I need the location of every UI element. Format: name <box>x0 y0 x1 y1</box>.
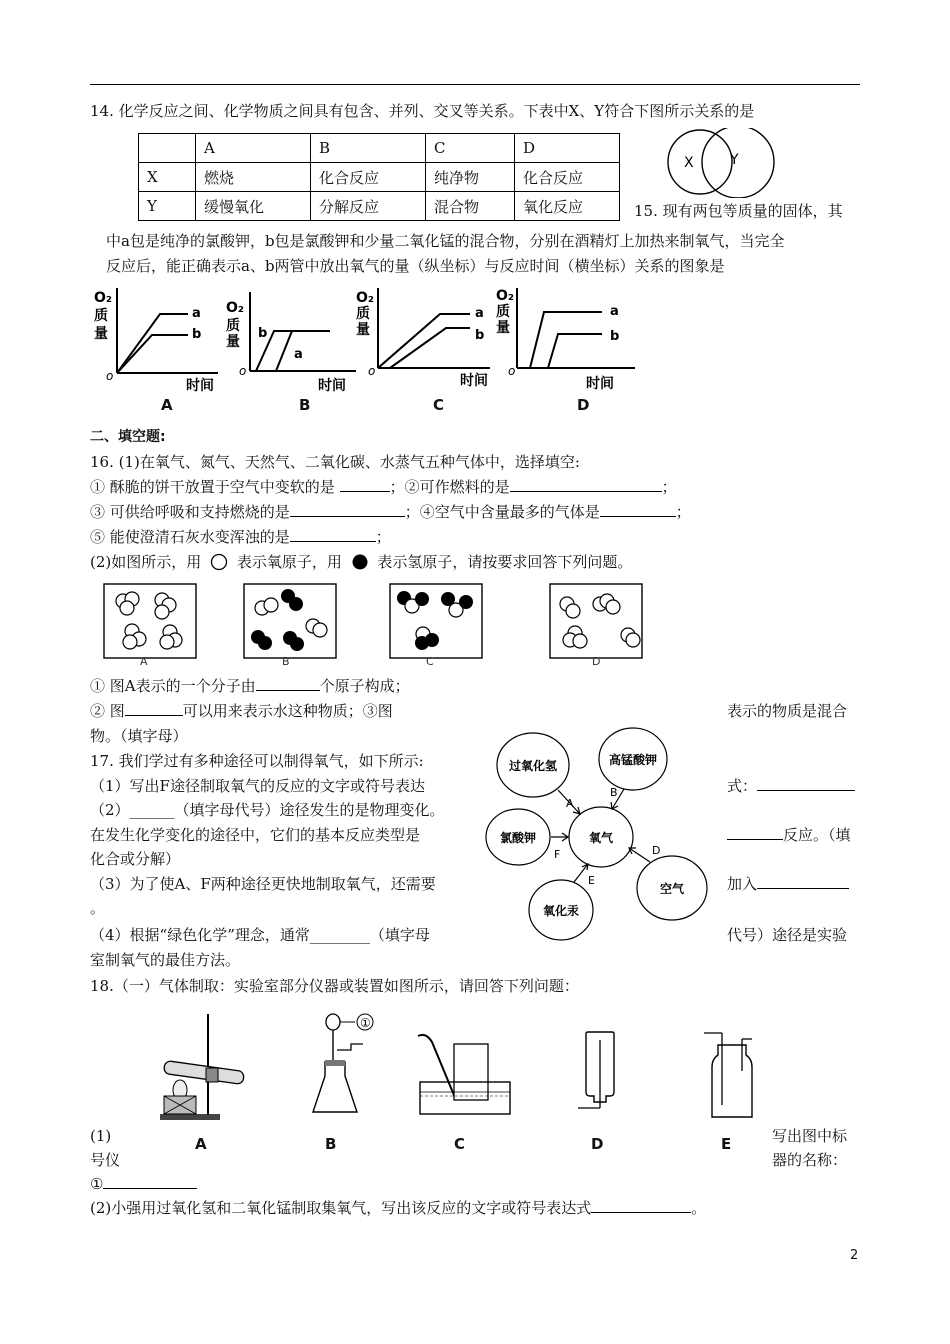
blank-1[interactable] <box>340 477 390 492</box>
table-row: X 燃烧 化合反应 纯净物 化合反应 <box>139 163 620 192</box>
svg-text:过氧化氢: 过氧化氢 <box>508 759 558 773</box>
x-axis-label: 时间 <box>460 373 488 389</box>
curve-b-label: b <box>610 329 620 344</box>
curve-a-label: a <box>610 304 619 319</box>
blank-2[interactable] <box>510 477 662 492</box>
svg-text:O₂: O₂ <box>226 300 245 316</box>
svg-text:质: 质 <box>496 304 510 320</box>
oxygen-atom-icon <box>210 553 228 571</box>
q18-p1c: 写出图中标 <box>772 1127 848 1145</box>
svg-text:o: o <box>508 364 516 378</box>
graph-d <box>490 284 640 396</box>
marker-label: ① <box>360 1016 371 1030</box>
q17-line2: （2）______（填字母代号）途径发生的是物理变化。 <box>90 801 445 819</box>
svg-text:F: F <box>554 848 561 861</box>
q17-line1: （1）写出F途径制取氧气的反应的文字或符号表达 <box>90 777 425 795</box>
q18-p2: (2)小强用过氧化氢和二氧化锰制取集氧气，写出该反应的文字或符号表达式 。 <box>90 1199 707 1217</box>
apparatus-d <box>570 1030 630 1125</box>
q17-line5-right: 加入 <box>727 874 849 894</box>
page-number: 2 <box>850 1248 859 1263</box>
curve-a-label: a <box>192 306 201 321</box>
section-heading: 二、填空题: <box>90 429 166 445</box>
q17-line7: （4）根据“绿色化学”理念，通常________（填字母 <box>90 926 430 944</box>
svg-text:量: 量 <box>226 334 240 350</box>
svg-text:B: B <box>610 786 618 799</box>
svg-text:量: 量 <box>94 326 108 342</box>
svg-text:质: 质 <box>226 318 240 334</box>
curve-b-label: b <box>192 327 202 342</box>
box-b-label: B <box>282 655 290 668</box>
graph-d-caption: D <box>577 396 590 414</box>
q18-p1a: (1) <box>90 1127 112 1145</box>
svg-text:空气: 空气 <box>659 882 685 896</box>
molecule-box-b <box>240 582 340 660</box>
svg-text:质: 质 <box>94 308 108 324</box>
q17-line4: 化合或分解） <box>90 850 181 868</box>
blank-6[interactable] <box>256 676 320 691</box>
svg-text:质: 质 <box>356 306 370 322</box>
venn-diagram <box>658 128 783 198</box>
molecule-box-d <box>546 582 646 660</box>
blank-11[interactable] <box>103 1174 197 1189</box>
q15-line2: 中a包是纯净的氯酸钾，b包是氯酸钾和少量二氧化锰的混合物，分别在酒精灯上加热来制氧气，当完全 <box>106 232 785 250</box>
oxygen-pathway-diagram <box>484 722 724 944</box>
q16-q2-end: 物。（填字母） <box>90 727 188 745</box>
svg-text:量: 量 <box>496 320 510 336</box>
apparatus-c-label: C <box>454 1135 466 1153</box>
blank-10[interactable] <box>757 874 849 889</box>
venn-x-label: X <box>684 155 694 171</box>
apparatus-a-label: A <box>195 1135 207 1153</box>
q18-p1b: 号仪 <box>90 1151 121 1169</box>
blank-12[interactable] <box>591 1198 691 1213</box>
blank-7[interactable] <box>125 701 183 716</box>
q17-line6: 。 <box>90 899 106 917</box>
q16-line2: ③ 可供给呼吸和支持燃烧的是 ；④空气中含量最多的气体是 ； <box>90 503 691 521</box>
q16-q2: ② 图 可以用来表示水这种物质；③图 <box>90 702 393 720</box>
q16-q2-right: 表示的物质是混合 <box>727 702 848 720</box>
curve-a-label: a <box>475 306 484 321</box>
svg-text:o: o <box>239 364 247 378</box>
svg-text:氧化汞: 氧化汞 <box>542 904 580 918</box>
box-c-label: C <box>426 655 434 668</box>
q16-line1: ① 酥脆的饼干放置于空气中变软的是 ；②可作燃料的是 ； <box>90 478 677 496</box>
svg-text:o: o <box>368 364 376 378</box>
svg-text:A: A <box>566 797 574 810</box>
graph-b <box>222 284 362 396</box>
x-axis-label: 时间 <box>186 378 214 394</box>
hydrogen-atom-icon <box>351 553 369 571</box>
apparatus-a <box>150 1010 260 1125</box>
svg-text:高锰酸钾: 高锰酸钾 <box>608 753 658 767</box>
q15-line1: 15. 现有两包等质量的固体，其 <box>634 202 843 220</box>
blank-3[interactable] <box>290 502 405 517</box>
curve-b-label: b <box>258 326 268 341</box>
q17-line5: （3）为了使A、F两种途径更快地制取氧气，还需要 <box>90 875 436 893</box>
apparatus-e-label: E <box>721 1135 732 1153</box>
svg-text:D: D <box>652 844 661 857</box>
venn-y-label: Y <box>730 152 739 168</box>
curve-a-label: a <box>294 347 303 362</box>
apparatus-c <box>410 1030 520 1120</box>
q17-line3: 在发生化学变化的途径中，它们的基本反应类型是 <box>90 826 421 844</box>
q16-line3: ⑤ 能使澄清石灰水变浑浊的是 ； <box>90 528 391 546</box>
graph-c-caption: C <box>433 396 445 414</box>
blank-4[interactable] <box>600 502 676 517</box>
q14-table <box>138 133 620 221</box>
q18-p1d: 器的名称： <box>772 1151 848 1169</box>
q16-part2: (2)如图所示，用 表示氧原子，用 表示氢原子，请按要求回答下列问题。 <box>90 553 633 571</box>
q17-line1-right: 式： <box>727 776 855 796</box>
box-d-label: D <box>592 655 601 668</box>
center-node-label: 氧气 <box>588 831 614 845</box>
blank-9[interactable] <box>727 825 783 840</box>
table-row: Y 缓慢氧化 分解反应 混合物 氧化反应 <box>139 192 620 221</box>
apparatus-d-label: D <box>591 1135 604 1153</box>
q17-line8: 室制氧气的最佳方法。 <box>90 951 241 969</box>
box-a-label: A <box>140 655 148 668</box>
molecule-box-c <box>386 582 486 660</box>
svg-text:量: 量 <box>356 322 370 338</box>
x-axis-label: 时间 <box>318 378 346 394</box>
apparatus-e <box>700 1025 760 1125</box>
blank-5[interactable] <box>290 527 376 542</box>
q15-line3: 反应后，能正确表示a、b两管中放出氧气的量（纵坐标）与反应时间（横坐标）关系的图象是 <box>106 257 725 275</box>
graph-c <box>350 284 495 396</box>
top-rule <box>90 84 860 85</box>
graph-a <box>90 284 220 396</box>
q17-line7-right: 代号）途径是实验 <box>727 926 848 944</box>
graph-b-caption: B <box>299 396 311 414</box>
svg-text:o: o <box>106 369 114 383</box>
apparatus-b-label: B <box>325 1135 337 1153</box>
table-row: A B C D <box>139 134 620 163</box>
svg-text:O₂: O₂ <box>496 288 515 304</box>
q16-intro: 16. (1)在氧气、氮气、天然气、二氧化碳、水蒸气五种气体中，选择填空: <box>90 453 580 471</box>
blank-8[interactable] <box>757 776 855 791</box>
graph-a-caption: A <box>161 396 173 414</box>
q18-intro: 18.（一）气体制取：实验室部分仪器或装置如图所示，请回答下列问题： <box>90 977 579 995</box>
curve-b-label: b <box>475 328 485 343</box>
q16-q1: ① 图A表示的一个分子由 个原子构成； <box>90 677 410 695</box>
q18-p1e: ① <box>90 1174 197 1194</box>
svg-text:O₂: O₂ <box>356 290 375 306</box>
svg-text:氯酸钾: 氯酸钾 <box>499 831 537 845</box>
apparatus-b <box>305 1010 385 1125</box>
q17-intro: 17. 我们学过有多种途径可以制得氧气，如下所示: <box>90 752 424 770</box>
molecule-box-a <box>100 582 200 660</box>
q14-text: 14. 化学反应之间、化学物质之间具有包含、并列、交叉等关系。下表中X、Y符合下图所示关系的是 <box>90 102 755 120</box>
q17-line3-right: 反应。（填 <box>727 825 851 845</box>
svg-text:O₂: O₂ <box>94 290 113 306</box>
svg-text:E: E <box>588 874 595 887</box>
x-axis-label: 时间 <box>586 376 614 392</box>
